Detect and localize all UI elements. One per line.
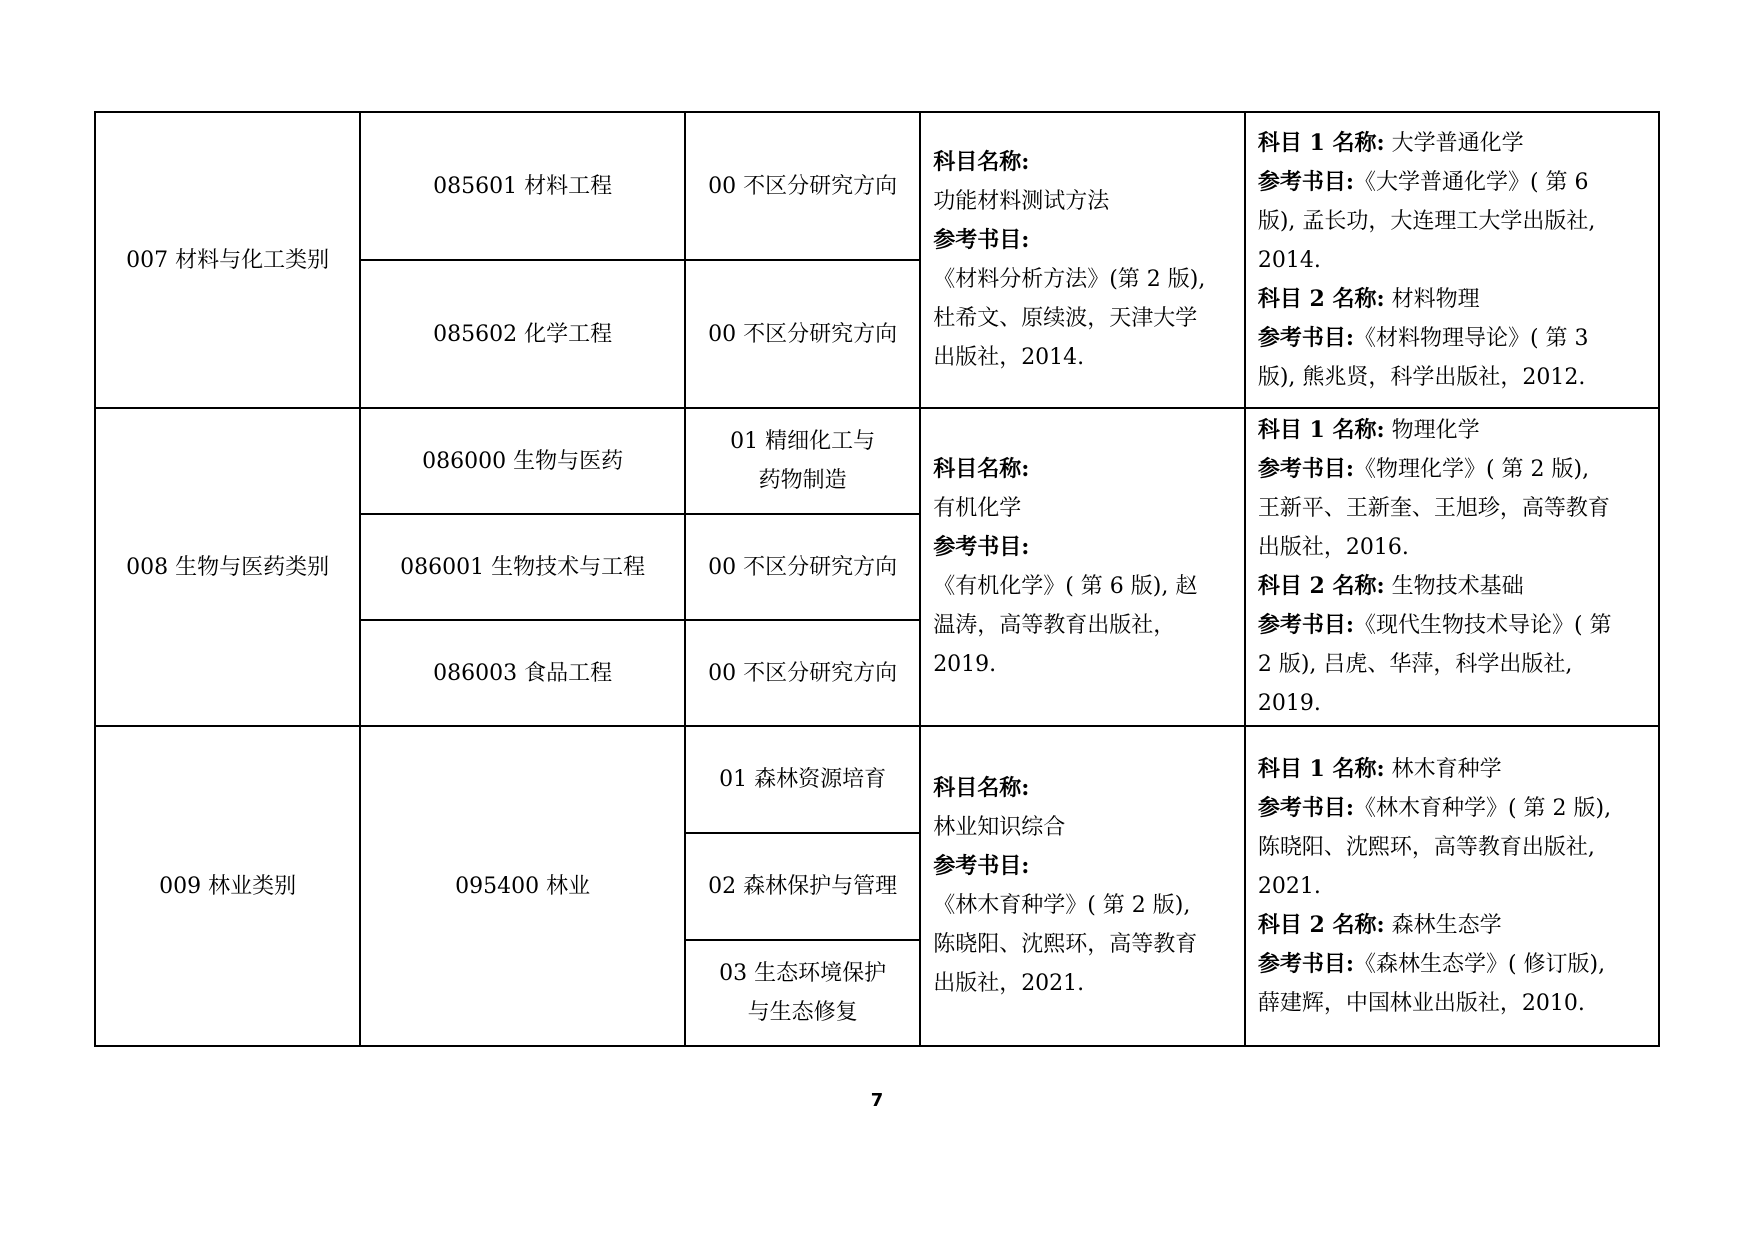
subject-1-name: 大学普通化学 (1391, 130, 1524, 156)
subject-2-name: 森林生态学 (1391, 912, 1502, 938)
category-label: 009 林业类别 (159, 873, 297, 899)
exam-subject-cell (920, 408, 1245, 726)
subject-2-label: 科目 2 名称: (1257, 285, 1385, 312)
direction-label: 药物制造 (758, 468, 847, 493)
subject-name: 有机化学 (933, 496, 1022, 521)
book-line: 版), 孟长功，大连理工大学出版社, (1257, 208, 1596, 234)
book-line: 陈晓阳、沈熙环，高等教育出版社, (1257, 834, 1595, 860)
book-line: 2 版), 吕虎、华萍，科学出版社, (1257, 652, 1573, 677)
professional-subjects-cell (1245, 726, 1659, 1046)
major-label: 086001 生物技术与工程 (400, 554, 646, 580)
subject-1-name: 林木育种学 (1391, 756, 1502, 782)
major-cell (360, 514, 685, 620)
subject-2-label: 科目 2 名称: (1257, 911, 1385, 938)
subject-1-label: 科目 1 名称: (1257, 129, 1385, 156)
exam-subject-cell (920, 112, 1245, 408)
book-line: 《林木育种学》( 第 2 版), (1353, 795, 1612, 821)
subject-1-label: 科目 1 名称: (1257, 417, 1385, 443)
books-label: 参考书目: (933, 853, 1030, 879)
direction-cell (685, 514, 920, 620)
subject-2-name: 生物技术基础 (1391, 574, 1524, 599)
book-line: 《现代生物技术导论》( 第 (1353, 613, 1612, 638)
books-label: 参考书目: (1257, 612, 1354, 638)
major-label: 086000 生物与医药 (422, 448, 624, 474)
books-label: 参考书目: (1257, 950, 1354, 977)
category-cell (95, 726, 360, 1046)
major-cell (360, 620, 685, 726)
book-line: 薛建辉，中国林业出版社，2010. (1257, 990, 1585, 1016)
professional-subjects-cell (1245, 112, 1659, 408)
direction-label: 03 生态环境保护 (719, 961, 887, 986)
subject-name-label: 科目名称: (933, 775, 1030, 801)
book-line: 《大学普通化学》( 第 6 (1353, 169, 1589, 195)
subject-1-label: 科目 1 名称: (1257, 755, 1385, 782)
major-cell (360, 726, 685, 1046)
direction-label: 00 不区分研究方向 (708, 554, 898, 580)
direction-label: 00 不区分研究方向 (708, 321, 898, 347)
direction-cell (685, 620, 920, 726)
book-line: 《林木育种学》( 第 2 版), (933, 893, 1191, 918)
direction-cell (685, 112, 920, 260)
books-label: 参考书目: (933, 534, 1030, 560)
direction-cell (685, 833, 920, 940)
book-line: 2021. (1257, 873, 1321, 899)
book-line: 温涛，高等教育出版社， (933, 613, 1176, 638)
books-label: 参考书目: (1257, 794, 1354, 821)
direction-cell (685, 940, 920, 1046)
books-label: 参考书目: (1257, 324, 1354, 351)
subject-name-label: 科目名称: (933, 149, 1030, 175)
book-line: 杜希文、原续波，天津大学 (933, 306, 1198, 331)
major-label: 095400 林业 (455, 873, 591, 899)
book-line: 《森林生态学》( 修订版), (1353, 951, 1606, 977)
book-line: 2019. (933, 652, 997, 677)
subject-name: 功能材料测试方法 (933, 189, 1110, 214)
exam-subject-cell (920, 726, 1245, 1046)
book-line: 《材料分析方法》(第 2 版), (933, 267, 1206, 292)
direction-cell (685, 408, 920, 514)
books-label: 参考书目: (1257, 168, 1354, 195)
subject-name: 林业知识综合 (933, 815, 1066, 840)
book-line: 出版社，2014. (933, 345, 1085, 370)
major-label: 085602 化学工程 (433, 321, 613, 347)
book-line: 出版社，2016. (1257, 535, 1409, 560)
book-line: 2019. (1257, 691, 1321, 716)
book-line: 2014. (1257, 247, 1321, 273)
table-row (95, 726, 1659, 833)
professional-subjects-cell (1245, 408, 1659, 726)
direction-label: 02 森林保护与管理 (708, 874, 898, 899)
book-line: 版), 熊兆贤，科学出版社，2012. (1257, 364, 1586, 390)
category-label: 007 材料与化工类别 (126, 247, 330, 273)
direction-label: 00 不区分研究方向 (708, 173, 898, 199)
major-label: 086003 食品工程 (433, 660, 613, 686)
major-cell (360, 260, 685, 408)
subject-name-label: 科目名称: (933, 456, 1030, 482)
book-line: 《材料物理导论》( 第 3 (1353, 325, 1589, 351)
category-cell (95, 112, 360, 408)
book-line: 《物理化学》( 第 2 版), (1353, 457, 1590, 482)
major-cell (360, 112, 685, 260)
book-line: 出版社，2021. (933, 971, 1085, 996)
major-cell (360, 408, 685, 514)
book-line: 陈晓阳、沈熙环，高等教育 (933, 932, 1198, 957)
category-label: 008 生物与医药类别 (126, 554, 330, 580)
books-label: 参考书目: (933, 227, 1030, 253)
subject-1-name: 物理化学 (1391, 418, 1480, 443)
direction-cell (685, 726, 920, 833)
major-label: 085601 材料工程 (433, 173, 613, 199)
table-row (95, 408, 1659, 514)
books-label: 参考书目: (1257, 456, 1354, 482)
direction-cell (685, 260, 920, 408)
category-cell (95, 408, 360, 726)
direction-label: 01 精细化工与 (730, 429, 876, 454)
subject-2-name: 材料物理 (1391, 286, 1480, 312)
table-row (95, 112, 1659, 260)
book-line: 王新平、王新奎、王旭珍，高等教育 (1257, 496, 1610, 521)
direction-label: 与生态修复 (747, 1000, 858, 1025)
direction-label: 01 森林资源培育 (719, 767, 887, 792)
direction-label: 00 不区分研究方向 (708, 660, 898, 686)
page-number: 7 (870, 1090, 884, 1111)
book-line: 《有机化学》( 第 6 版), 赵 (933, 574, 1198, 599)
subject-2-label: 科目 2 名称: (1257, 573, 1385, 599)
exam-subjects-table (94, 111, 1660, 1047)
